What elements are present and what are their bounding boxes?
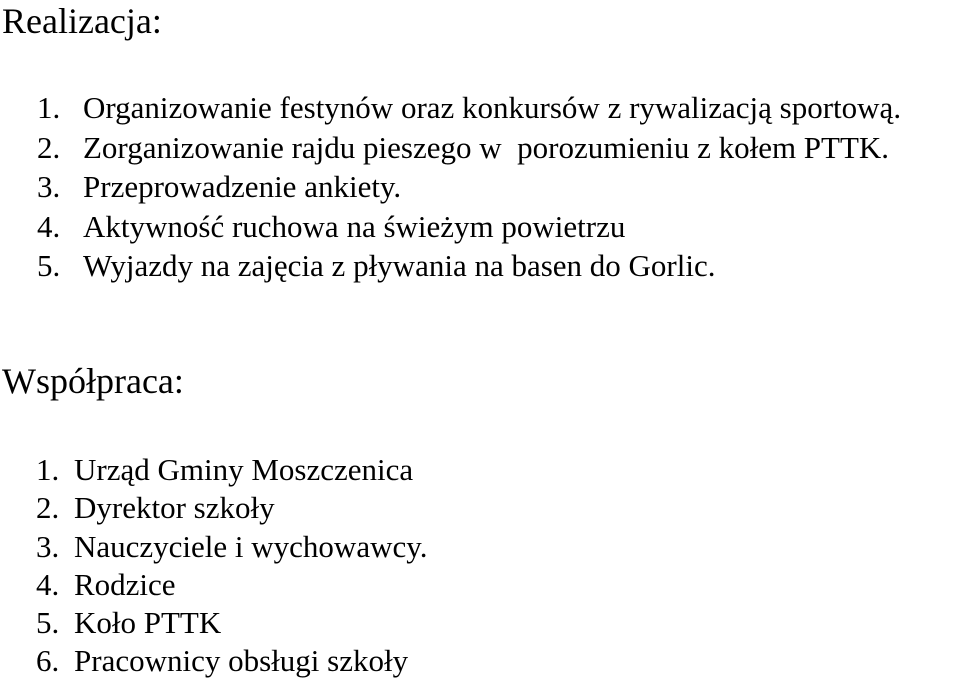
- list-item-number: 6.: [36, 643, 60, 679]
- realizacja-list: [37, 88, 901, 286]
- list-item-text: Aktywność ruchowa na świeżym powietrzu: [83, 208, 626, 244]
- list-item-text: Przeprowadzenie ankiety.: [83, 169, 402, 204]
- list-item-text: Dyrektor szkoły: [74, 490, 275, 526]
- list-item-text: Rodzice: [74, 566, 176, 602]
- list-item: [36, 489, 427, 527]
- list-item-text: Zorganizowanie rajdu pieszego w porozumieniu z kołem PTTK.: [83, 129, 890, 165]
- list-item-text: Urząd Gminy Moszczenica: [74, 452, 414, 487]
- list-item-number: 2.: [36, 490, 60, 526]
- list-item-number: 4.: [37, 208, 61, 244]
- wspolpraca-list: [36, 451, 427, 681]
- list-item-text: Nauczyciele i wychowawcy.: [74, 528, 428, 564]
- list-item: [36, 642, 427, 680]
- list-item: [36, 451, 427, 489]
- list-item-text: Organizowanie festynów oraz konkursów z rywalizacją sportową.: [83, 90, 902, 125]
- section-heading-wspolpraca: Współpraca:: [2, 361, 184, 401]
- list-item: [37, 88, 901, 128]
- list-item: [37, 246, 901, 286]
- list-item-number: 3.: [36, 528, 60, 564]
- list-item-number: 1.: [36, 452, 60, 487]
- list-item-text: Wyjazdy na zajęcia z pływania na basen do Gorlic.: [83, 248, 716, 283]
- list-item: [36, 604, 427, 642]
- list-item: [37, 167, 901, 207]
- list-item-number: 4.: [36, 566, 60, 602]
- list-item-number: 1.: [37, 90, 61, 125]
- list-item: [36, 528, 427, 566]
- list-item-number: 3.: [37, 169, 61, 204]
- list-item-text: Koło PTTK: [74, 605, 222, 641]
- list-item-number: 5.: [36, 605, 60, 641]
- list-item: [37, 207, 901, 247]
- list-item: [37, 128, 901, 168]
- list-item: [36, 566, 427, 604]
- section-heading-realizacja: Realizacja:: [2, 1, 162, 41]
- list-item-number: 2.: [37, 129, 61, 165]
- list-item-number: 5.: [37, 248, 61, 283]
- list-item-text: Pracownicy obsługi szkoły: [74, 643, 409, 679]
